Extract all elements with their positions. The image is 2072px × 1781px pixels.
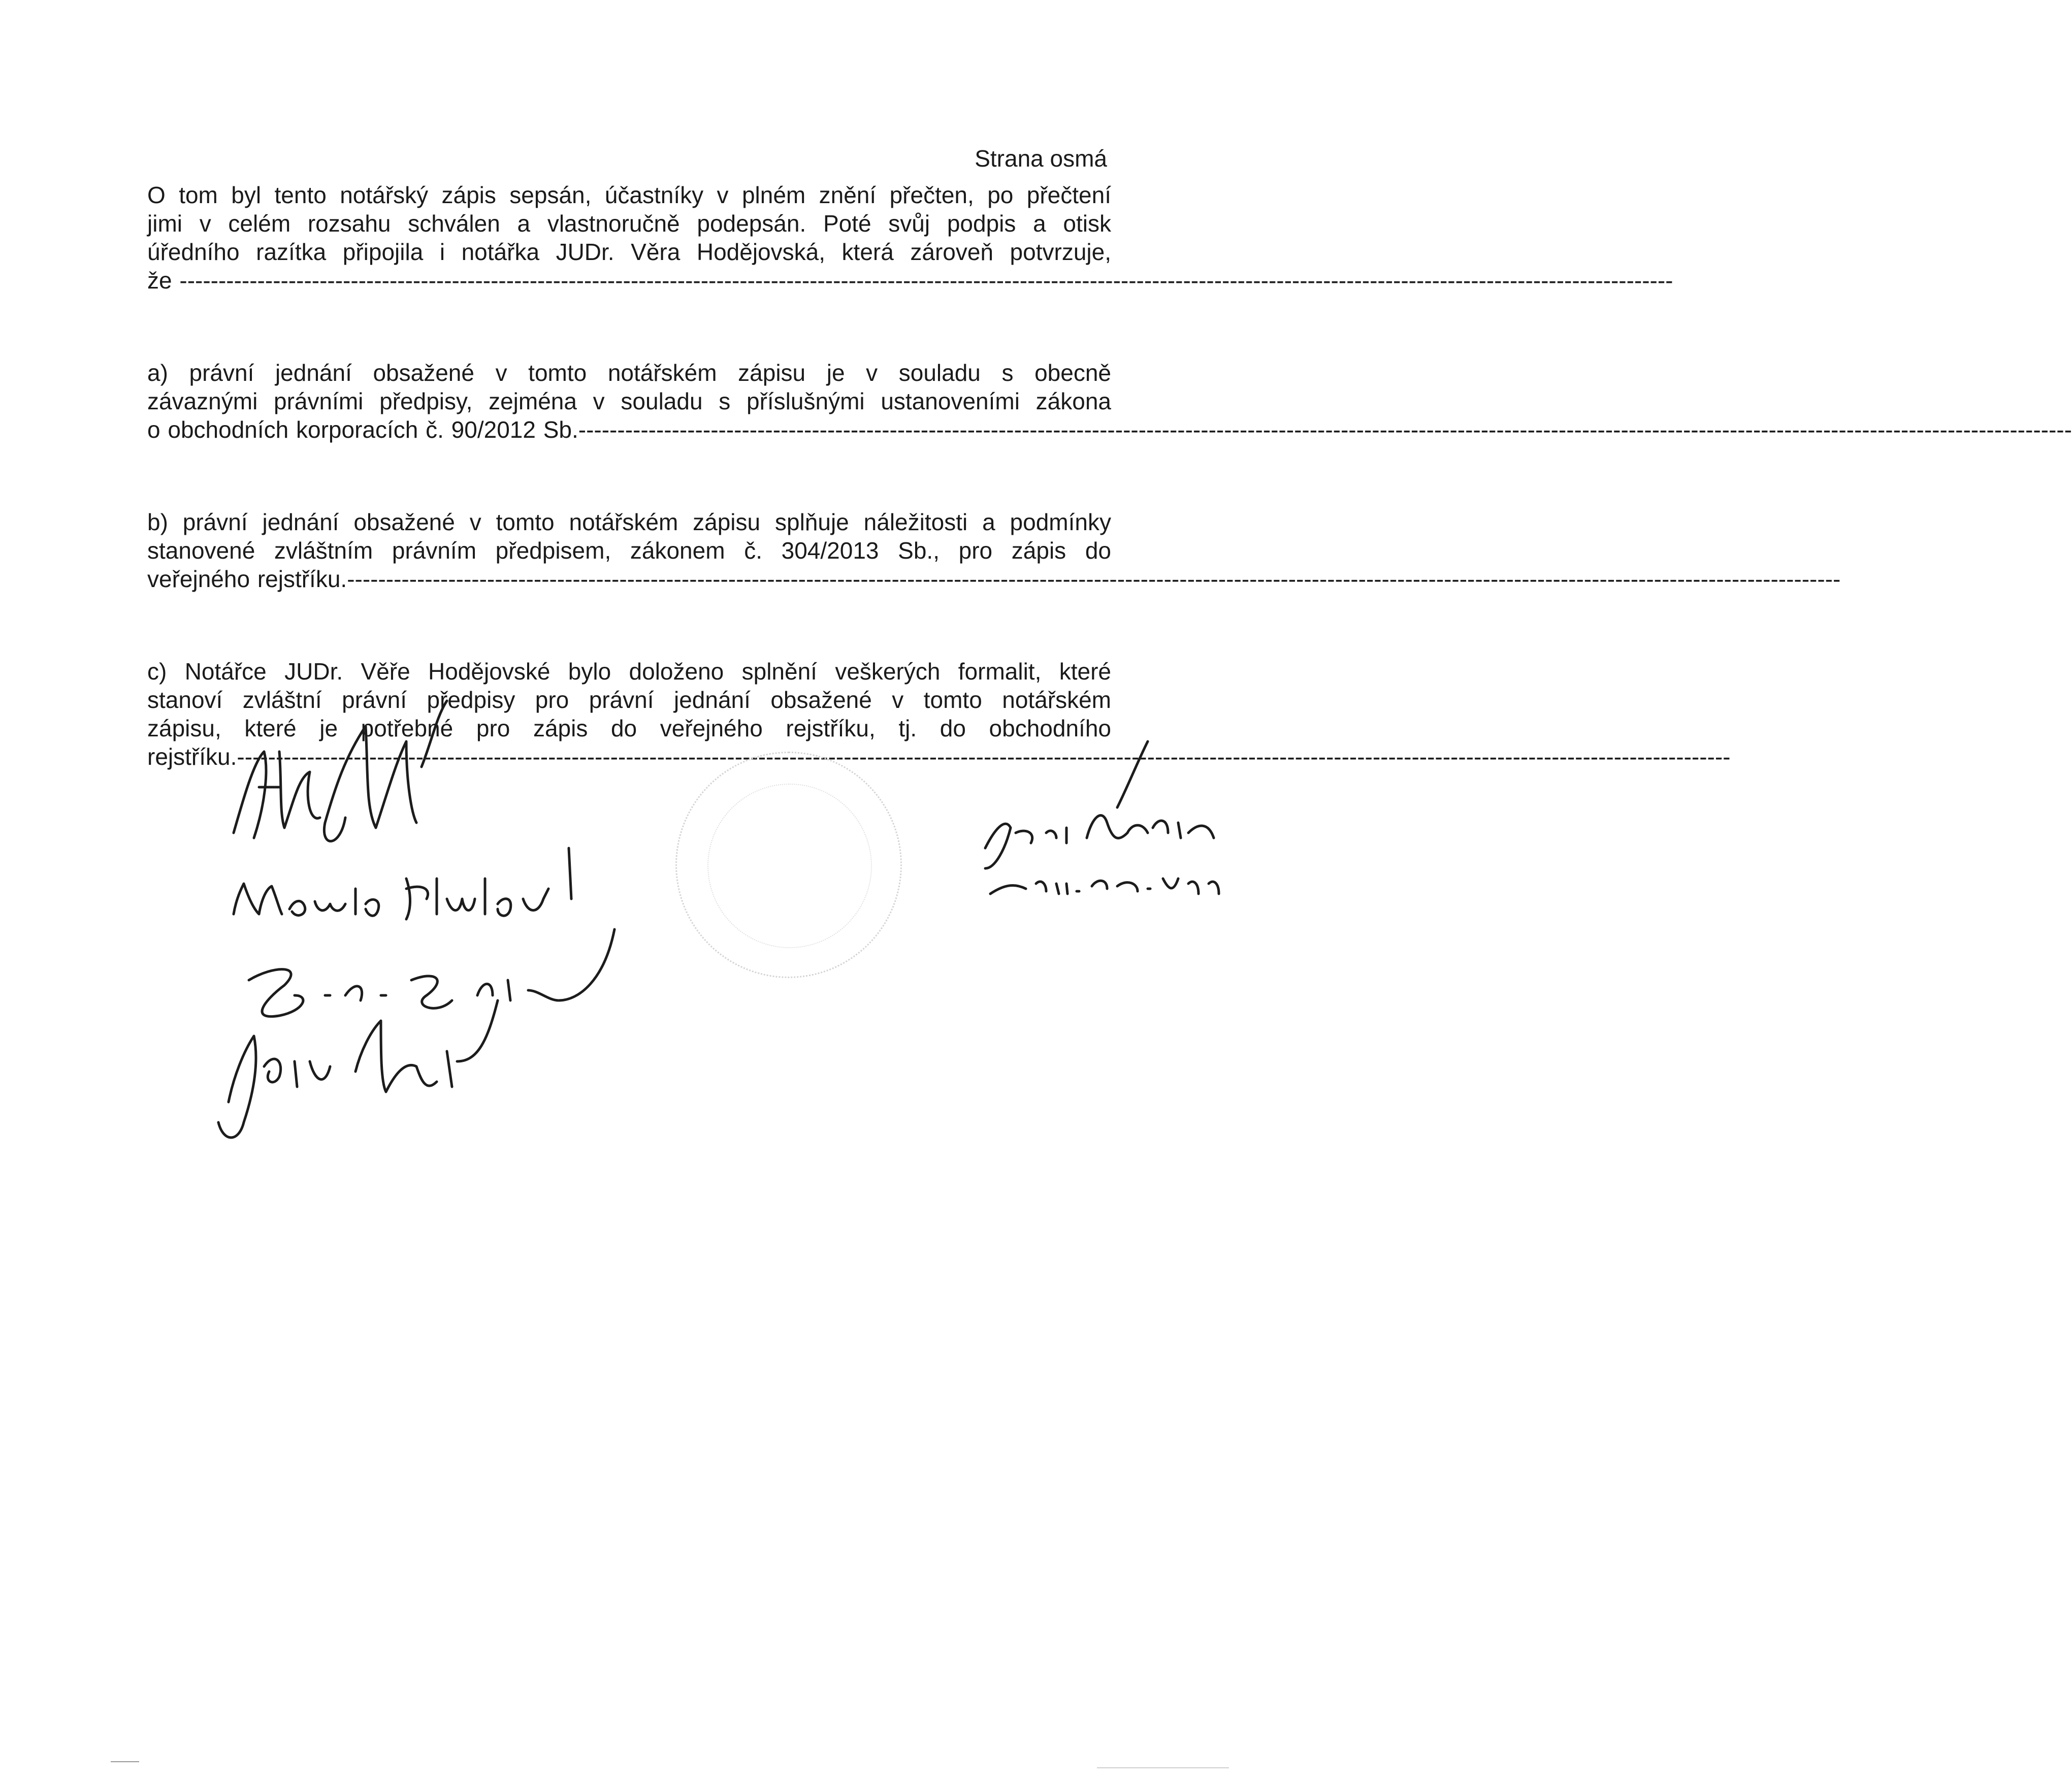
text-line: zápisu, které je potřebné pro zápis do veřejného rejstříku, tj. do obchodního (147, 715, 1111, 741)
dash-filler: ------------------------------------------------------------------------------------------------------------------------------------------------------------------------------------------------ (237, 743, 1731, 770)
dash-filler: ------------------------------------------------------------------------------------------------------------------------------------------------------------------------------------------------ (347, 566, 1841, 592)
signature-2 (234, 848, 571, 919)
signature-3 (249, 929, 614, 1017)
text-line: závaznými právními předpisy, zejména v souladu s příslušnými ustanoveními zákona (147, 388, 1111, 414)
clause-a (147, 359, 2072, 444)
signature-1 (234, 701, 447, 841)
text-line-tail (147, 266, 1673, 295)
signatures-drawing (193, 696, 1731, 1153)
clause-b (147, 508, 1841, 593)
dash-filler: ------------------------------------------------------------------------------------------------------------------------------------------------------------------------------------------------ (179, 267, 1673, 294)
text-line: úředního razítka připojila i notářka JUDr. Věra Hodějovská, která zároveň potvrzuje, (147, 239, 1111, 265)
notary-signature-line-2 (990, 879, 1219, 894)
text-line: O tom byl tento notářský zápis sepsán, účastníky v plném znění přečten, po přečtení (147, 182, 1111, 208)
text-line: jimi v celém rozsahu schválen a vlastnoručně podepsán. Poté svůj podpis a otisk (147, 210, 1111, 237)
text-line-tail (147, 415, 2072, 444)
signature-4 (218, 1000, 498, 1138)
tail-text: veřejného rejstříku. (147, 566, 347, 592)
text-line: c) Notářce JUDr. Věře Hodějovské bylo doloženo splnění veškerých formalit, které (147, 658, 1111, 685)
text-line: stanoví zvláštní právní předpisy pro právní jednání obsažené v tomto notářském (147, 687, 1111, 713)
margin-tick (1097, 1767, 1229, 1768)
tail-text: že (147, 267, 172, 294)
dash-filler: ------------------------------------------------------------------------------------------------------------------------------------------------------------------------------------------------ (578, 416, 2072, 443)
closing-paragraph (147, 181, 1673, 295)
text-line-tail (147, 565, 1841, 593)
margin-tick (111, 1761, 139, 1762)
signature-block (193, 696, 1731, 1153)
text-line: b) právní jednání obsažené v tomto notářském zápisu splňuje náležitosti a podmínky (147, 509, 1111, 535)
tail-text: rejstříku. (147, 743, 237, 770)
notary-signature (985, 741, 1214, 868)
text-line: stanovené zvláštním právním předpisem, zákonem č. 304/2013 Sb., pro zápis do (147, 537, 1111, 564)
text-line: a) právní jednání obsažené v tomto notářském zápisu je v souladu s obecně (147, 360, 1111, 386)
page-number-label: Strana osmá (975, 145, 1107, 172)
tail-text: o obchodních korporacích č. 90/2012 Sb. (147, 416, 578, 443)
